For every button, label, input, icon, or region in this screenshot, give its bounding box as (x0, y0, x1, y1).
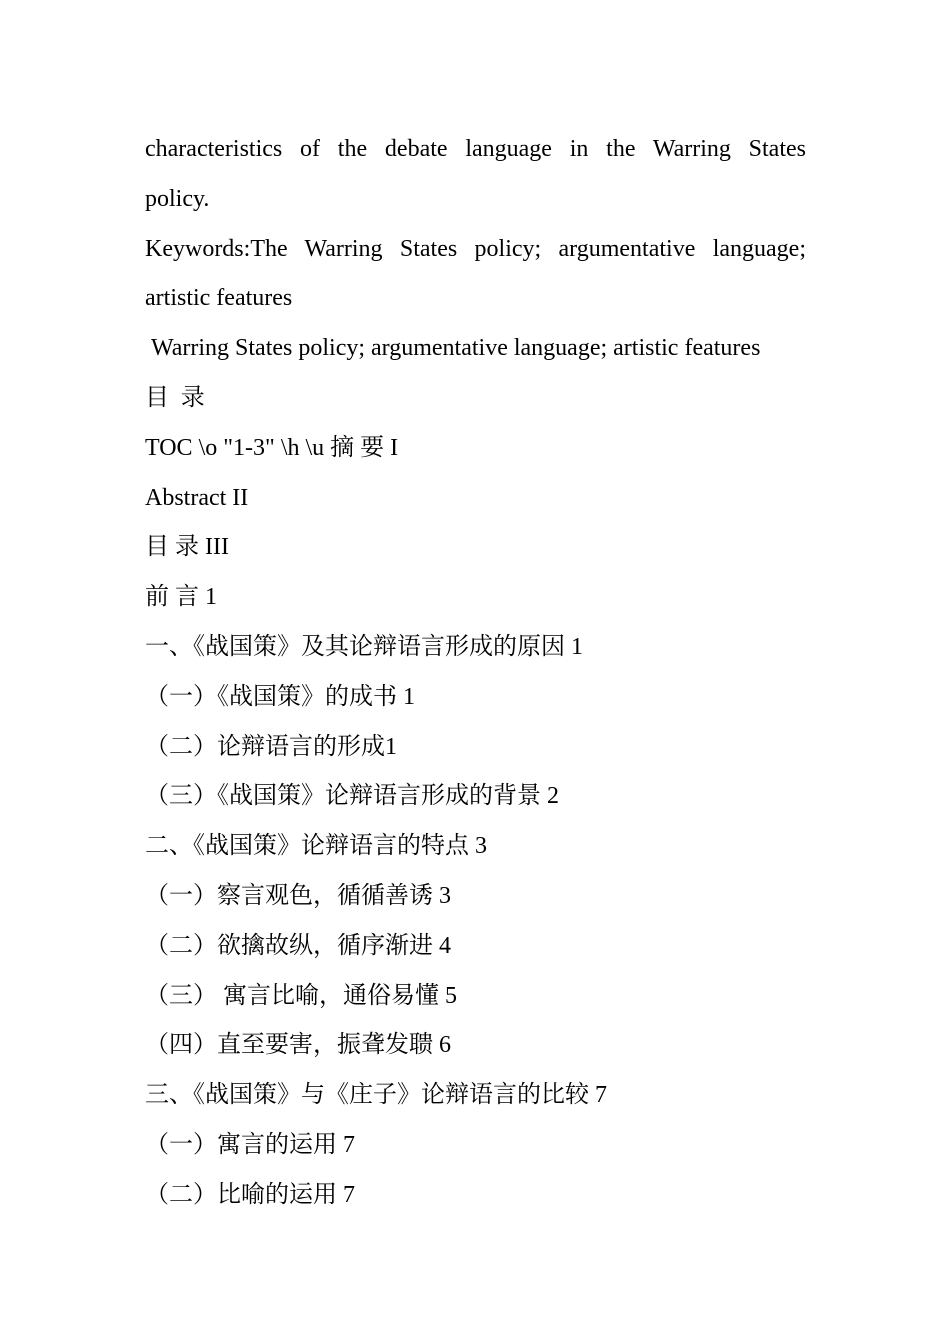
toc-entry-chapter-1-section-3[interactable]: （三）《战国策》论辩语言形成的背景 2 (145, 783, 559, 810)
toc-entry-chapter-1[interactable]: 一、《战国策》及其论辩语言形成的原因 1 (145, 633, 583, 660)
toc-entry-preface[interactable]: 前 言 1 (145, 584, 217, 611)
keywords-line-2: artistic features (145, 285, 293, 312)
toc-entry-chapter-3-section-1[interactable]: （一）寓言的运用 7 (145, 1131, 355, 1158)
toc-entry-chapter-2-section-3[interactable]: （三） 寓言比喻，通俗易懂 5 (145, 982, 457, 1009)
document-page (145, 125, 806, 1221)
abstract-text-line-1: characteristics of the debate language in the Warring States (145, 136, 806, 162)
toc-entry-abstract[interactable]: Abstract II (145, 484, 249, 511)
keywords-line-1: Keywords:The Warring States policy; argumentative language; (145, 235, 806, 262)
toc-heading: 目 录 (145, 384, 208, 411)
toc-field-code-line: TOC \o "1-3" \h \u 摘 要 I (145, 434, 399, 461)
toc-entry-chapter-1-section-2[interactable]: （二）论辩语言的形成1 (145, 733, 397, 760)
toc-entry-chapter-2-section-4[interactable]: （四）直至要害，振聋发聩 6 (145, 1032, 451, 1059)
toc-entry-chapter-2-section-1[interactable]: （一）察言观色，循循善诱 3 (145, 882, 451, 909)
toc-entry-contents[interactable]: 目 录 III (145, 534, 229, 561)
abstract-text-line-2: policy. (145, 185, 210, 212)
toc-entry-chapter-2[interactable]: 二、《战国策》论辩语言的特点 3 (145, 833, 487, 860)
keywords-repeat-line: Warring States policy; argumentative language; artistic features (151, 335, 761, 362)
toc-entry-chapter-2-section-2[interactable]: （二）欲擒故纵，循序渐进 4 (145, 932, 451, 959)
toc-entry-chapter-3-section-2[interactable]: （二）比喻的运用 7 (145, 1181, 355, 1208)
toc-entry-chapter-3[interactable]: 三、《战国策》与《庄子》论辩语言的比较 7 (145, 1082, 607, 1109)
toc-entry-chapter-1-section-1[interactable]: （一）《战国策》的成书 1 (145, 683, 415, 710)
